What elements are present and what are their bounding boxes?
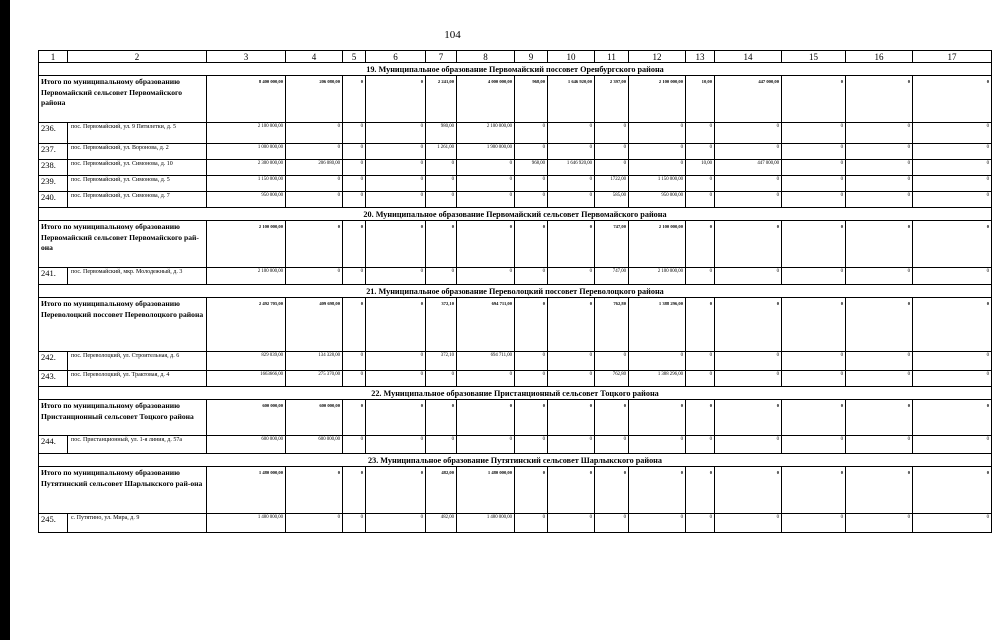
row-value: 0 [457, 192, 515, 208]
page-number: 104 [444, 29, 461, 41]
row-number: 244. [39, 436, 68, 454]
table-row [39, 123, 992, 144]
row-value: 0 [913, 268, 992, 285]
total-value: 0 [286, 467, 343, 514]
total-value: 0 [846, 400, 913, 436]
total-value: 1 388 296,00 [629, 298, 686, 352]
row-value: 0 [457, 268, 515, 285]
row-number: 242. [39, 352, 68, 371]
row-value: 1 646 920,00 [548, 160, 595, 176]
row-value: 0 [686, 268, 715, 285]
row-value: 0 [782, 371, 846, 387]
total-value: 600 000,00 [286, 400, 343, 436]
header-row [39, 51, 992, 63]
row-number: 240. [39, 192, 68, 208]
row-value: 447 000,00 [715, 160, 782, 176]
row-value: 0 [426, 436, 457, 454]
row-value: 0 [913, 352, 992, 371]
total-value: 0 [715, 400, 782, 436]
row-value: 0 [715, 176, 782, 192]
total-value: 0 [913, 400, 992, 436]
row-value: 694 711,00 [457, 352, 515, 371]
row-value: 0 [782, 514, 846, 533]
row-address: пос. Переволоцкий, ул. Трактовая, д. 4 [68, 371, 207, 387]
column-header: 3 [207, 51, 286, 63]
row-address: пос. Первомайский, ул. Воронова, д. 2 [68, 144, 207, 160]
total-value: 0 [782, 467, 846, 514]
row-value: 0 [343, 268, 366, 285]
column-header: 10 [548, 51, 595, 63]
row-number: 238. [39, 160, 68, 176]
row-value: 585,00 [595, 192, 629, 208]
row-value: 0 [913, 123, 992, 144]
row-value: 950 000,00 [207, 192, 286, 208]
row-value: 0 [515, 268, 548, 285]
total-value: 372,10 [426, 298, 457, 352]
row-value: 10,00 [686, 160, 715, 176]
row-value: 0 [846, 192, 913, 208]
row-value: 0 [686, 371, 715, 387]
row-number: 243. [39, 371, 68, 387]
row-value: 0 [846, 352, 913, 371]
total-label: Итого по муниципальному образованию Путятинский сельсовет Шарлыкского рай-она [39, 467, 207, 514]
row-value: 0 [629, 352, 686, 371]
total-value: 600 000,00 [207, 400, 286, 436]
row-address: пос. Пристанционный, ул. 1-я линия, д. 57а [68, 436, 207, 454]
total-value: 0 [515, 467, 548, 514]
total-value: 0 [782, 298, 846, 352]
row-value: 0 [457, 371, 515, 387]
section-title: 21. Муниципальное образование Переволоцкий поссовет Переволоцкого района [39, 285, 992, 298]
column-header: 1 [39, 51, 68, 63]
row-value: 0 [343, 160, 366, 176]
row-value: 0 [782, 160, 846, 176]
row-value: 0 [515, 192, 548, 208]
row-value: 0 [846, 436, 913, 454]
total-value: 0 [366, 76, 426, 123]
total-value: 0 [686, 467, 715, 514]
total-row [39, 467, 992, 514]
row-value: 0 [715, 268, 782, 285]
row-value: 950 000,00 [629, 192, 686, 208]
total-label: Итого по муниципальному образованию Переволоцкий поссовет Переволоцкого района [39, 298, 207, 352]
row-value: 2 100 000,00 [207, 268, 286, 285]
total-value: 0 [343, 298, 366, 352]
row-value: 0 [595, 352, 629, 371]
total-value: 0 [782, 221, 846, 268]
row-value: 1 480 000,00 [457, 514, 515, 533]
column-header: 15 [782, 51, 846, 63]
total-value: 206 080,00 [286, 76, 343, 123]
total-value: 0 [913, 221, 992, 268]
row-value: 0 [715, 123, 782, 144]
row-address: пос. Первомайский, ул. Симонова, д. 10 [68, 160, 207, 176]
total-value: 0 [515, 221, 548, 268]
row-value: 206 080,00 [286, 160, 343, 176]
table-row [39, 144, 992, 160]
row-value: 0 [286, 268, 343, 285]
section-title: 19. Муниципальное образование Первомайский поссовет Оренбургского района [39, 63, 992, 76]
row-value: 0 [715, 144, 782, 160]
row-value: 1663666,00 [207, 371, 286, 387]
total-value: 0 [515, 298, 548, 352]
row-value: 0 [343, 436, 366, 454]
total-value: 0 [457, 400, 515, 436]
row-value: 0 [366, 176, 426, 192]
row-value: 0 [548, 268, 595, 285]
row-value: 0 [629, 144, 686, 160]
row-value: 0 [686, 192, 715, 208]
section-title-row [39, 208, 992, 221]
total-value: 0 [913, 298, 992, 352]
row-value: 0 [913, 144, 992, 160]
section-title-row [39, 63, 992, 76]
row-value: 0 [515, 352, 548, 371]
column-header: 14 [715, 51, 782, 63]
row-value: 0 [343, 176, 366, 192]
row-value: 0 [426, 176, 457, 192]
total-value: 0 [366, 400, 426, 436]
row-value: 0 [913, 436, 992, 454]
section-title-row [39, 454, 992, 467]
section-title-row [39, 285, 992, 298]
total-value: 0 [715, 221, 782, 268]
total-value: 0 [366, 298, 426, 352]
row-value: 0 [426, 160, 457, 176]
row-value: 0 [366, 144, 426, 160]
row-value: 968,00 [515, 160, 548, 176]
row-value: 0 [366, 514, 426, 533]
row-value: 0 [426, 371, 457, 387]
total-value: 0 [366, 221, 426, 268]
total-row [39, 400, 992, 436]
total-value: 0 [548, 467, 595, 514]
row-value: 1 150 000,00 [207, 176, 286, 192]
row-value: 0 [846, 268, 913, 285]
total-value: 2 492 705,00 [207, 298, 286, 352]
column-header: 11 [595, 51, 629, 63]
row-address: пос. Первомайский, ул. 9 Пятилетки, д. 5 [68, 123, 207, 144]
row-value: 0 [686, 436, 715, 454]
total-value: 0 [846, 221, 913, 268]
column-header: 4 [286, 51, 343, 63]
row-value: 275 370,00 [286, 371, 343, 387]
row-value: 0 [515, 144, 548, 160]
row-value: 0 [782, 123, 846, 144]
row-value: 0 [343, 192, 366, 208]
total-value: 0 [548, 400, 595, 436]
row-value: 0 [629, 514, 686, 533]
total-value: 0 [548, 298, 595, 352]
total-value: 0 [595, 400, 629, 436]
total-value: 0 [343, 400, 366, 436]
total-value: 762,80 [595, 298, 629, 352]
table-row [39, 514, 992, 533]
row-value: 0 [629, 160, 686, 176]
total-value: 447 000,00 [715, 76, 782, 123]
total-value: 0 [366, 467, 426, 514]
column-header: 6 [366, 51, 426, 63]
total-value: 0 [913, 76, 992, 123]
row-value: 0 [595, 436, 629, 454]
row-value: 0 [366, 352, 426, 371]
row-value: 980,00 [426, 123, 457, 144]
row-value: 2 100 000,00 [207, 123, 286, 144]
row-address: пос. Первомайский, мкр. Молодежный, д. 3 [68, 268, 207, 285]
row-value: 747,00 [595, 268, 629, 285]
row-number: 241. [39, 268, 68, 285]
row-value: 0 [343, 352, 366, 371]
table-row [39, 352, 992, 371]
row-value: 0 [366, 192, 426, 208]
scan-edge-bar [0, 0, 10, 640]
total-value: 694 711,00 [457, 298, 515, 352]
row-value: 0 [366, 436, 426, 454]
row-value: 0 [913, 176, 992, 192]
row-number: 236. [39, 123, 68, 144]
total-row [39, 298, 992, 352]
column-header: 5 [343, 51, 366, 63]
total-value: 0 [548, 221, 595, 268]
row-value: 2 100 000,00 [629, 268, 686, 285]
total-label: Итого по муниципальному образованию Первомайский сельсовет Первомайского рай-она [39, 221, 207, 268]
row-value: 0 [343, 371, 366, 387]
total-value: 10,00 [686, 76, 715, 123]
total-value: 0 [595, 467, 629, 514]
row-value: 1 388 296,00 [629, 371, 686, 387]
row-value: 0 [286, 514, 343, 533]
section-title: 22. Муниципальное образование Пристанционный сельсовет Тоцкого района [39, 387, 992, 400]
data-table [38, 50, 992, 533]
row-value: 0 [548, 514, 595, 533]
row-value: 0 [515, 371, 548, 387]
row-value: 0 [343, 144, 366, 160]
row-value: 0 [715, 514, 782, 533]
row-value: 0 [715, 371, 782, 387]
row-value: 0 [515, 176, 548, 192]
total-value: 0 [782, 76, 846, 123]
total-value: 0 [846, 298, 913, 352]
row-value: 0 [686, 514, 715, 533]
column-header: 17 [913, 51, 992, 63]
row-value: 0 [286, 176, 343, 192]
row-number: 239. [39, 176, 68, 192]
row-value: 829 039,00 [207, 352, 286, 371]
row-value: 0 [595, 144, 629, 160]
row-value: 0 [686, 352, 715, 371]
row-value: 2 100 000,00 [457, 123, 515, 144]
column-header: 12 [629, 51, 686, 63]
row-value: 1 000 000,00 [207, 144, 286, 160]
total-value: 0 [426, 400, 457, 436]
total-value: 0 [286, 221, 343, 268]
row-value: 0 [686, 176, 715, 192]
row-value: 0 [846, 371, 913, 387]
row-value: 0 [286, 144, 343, 160]
total-value: 2 397,00 [595, 76, 629, 123]
total-value: 747,00 [595, 221, 629, 268]
total-value: 0 [913, 467, 992, 514]
row-address: с. Путятино, ул. Мира, д. 9 [68, 514, 207, 533]
row-address: пос. Первомайский, ул. Симонова, д. 7 [68, 192, 207, 208]
total-value: 8 400 000,00 [207, 76, 286, 123]
row-value: 0 [366, 268, 426, 285]
total-value: 0 [846, 76, 913, 123]
table-row [39, 176, 992, 192]
row-value: 0 [548, 144, 595, 160]
total-value: 482,00 [426, 467, 457, 514]
total-value: 0 [343, 467, 366, 514]
total-value: 2 241,00 [426, 76, 457, 123]
row-value: 0 [595, 160, 629, 176]
row-value: 0 [629, 436, 686, 454]
total-label: Итого по муниципальному образованию Первомайский сельсовет Первомайского района [39, 76, 207, 123]
row-value: 1 480 000,00 [207, 514, 286, 533]
total-value: 0 [686, 221, 715, 268]
column-header: 9 [515, 51, 548, 63]
row-value: 0 [782, 144, 846, 160]
row-value: 0 [548, 123, 595, 144]
row-value: 0 [457, 160, 515, 176]
total-value: 0 [846, 467, 913, 514]
total-value: 0 [629, 467, 686, 514]
row-value: 0 [343, 514, 366, 533]
row-value: 1 261,00 [426, 144, 457, 160]
table-row [39, 160, 992, 176]
row-value: 0 [548, 192, 595, 208]
total-value: 0 [715, 298, 782, 352]
total-label: Итого по муниципальному образованию Пристанционный сельсовет Тоцкого района [39, 400, 207, 436]
row-value: 762,80 [595, 371, 629, 387]
total-value: 0 [686, 298, 715, 352]
total-value: 0 [686, 400, 715, 436]
total-value: 968,00 [515, 76, 548, 123]
row-value: 1722,00 [595, 176, 629, 192]
total-value: 2 100 000,00 [629, 221, 686, 268]
row-value: 0 [715, 192, 782, 208]
table-row [39, 268, 992, 285]
row-value: 0 [426, 268, 457, 285]
row-value: 0 [782, 192, 846, 208]
row-address: пос. Первомайский, ул. Симонова, д. 5 [68, 176, 207, 192]
row-value: 0 [782, 436, 846, 454]
row-value: 1 900 000,00 [457, 144, 515, 160]
row-value: 0 [515, 514, 548, 533]
row-value: 0 [913, 514, 992, 533]
row-value: 372,10 [426, 352, 457, 371]
row-value: 0 [846, 144, 913, 160]
row-value: 0 [457, 176, 515, 192]
row-value: 0 [515, 436, 548, 454]
row-value: 0 [782, 352, 846, 371]
row-value: 600 000,00 [207, 436, 286, 454]
total-value: 0 [343, 76, 366, 123]
row-number: 245. [39, 514, 68, 533]
row-address: пос. Переволоцкий, ул. Строительная, д. 6 [68, 352, 207, 371]
row-value: 0 [913, 192, 992, 208]
row-value: 0 [286, 123, 343, 144]
row-value: 1 150 000,00 [629, 176, 686, 192]
row-value: 0 [548, 371, 595, 387]
column-header: 8 [457, 51, 515, 63]
row-value: 0 [846, 514, 913, 533]
total-value: 4 000 000,00 [457, 76, 515, 123]
row-value: 0 [846, 160, 913, 176]
total-value: 0 [515, 400, 548, 436]
total-value: 1 480 000,00 [207, 467, 286, 514]
total-value: 2 100 000,00 [207, 221, 286, 268]
column-header: 2 [68, 51, 207, 63]
total-value: 0 [457, 221, 515, 268]
total-value: 1 480 000,00 [457, 467, 515, 514]
table-row [39, 371, 992, 387]
row-value: 600 000,00 [286, 436, 343, 454]
table-row [39, 436, 992, 454]
row-value: 0 [366, 123, 426, 144]
row-value: 0 [629, 123, 686, 144]
column-header: 7 [426, 51, 457, 63]
row-value: 0 [715, 352, 782, 371]
total-row [39, 221, 992, 268]
row-value: 0 [366, 371, 426, 387]
row-value: 0 [426, 192, 457, 208]
total-value: 0 [715, 467, 782, 514]
table-row [39, 192, 992, 208]
total-value: 0 [782, 400, 846, 436]
row-value: 0 [548, 352, 595, 371]
row-value: 0 [846, 176, 913, 192]
total-value: 1 646 920,00 [548, 76, 595, 123]
row-value: 2 300 000,00 [207, 160, 286, 176]
row-value: 482,00 [426, 514, 457, 533]
section-title: 23. Муниципальное образование Путятинский сельсовет Шарлыкского района [39, 454, 992, 467]
column-header: 16 [846, 51, 913, 63]
row-value: 0 [715, 436, 782, 454]
column-header: 13 [686, 51, 715, 63]
row-value: 0 [595, 123, 629, 144]
section-title-row [39, 387, 992, 400]
table-body [39, 51, 992, 533]
row-value: 0 [782, 268, 846, 285]
total-value: 0 [629, 400, 686, 436]
row-number: 237. [39, 144, 68, 160]
row-value: 0 [366, 160, 426, 176]
row-value: 0 [515, 123, 548, 144]
total-value: 0 [426, 221, 457, 268]
row-value: 0 [457, 436, 515, 454]
section-title: 20. Муниципальное образование Первомайский сельсовет Первомайского района [39, 208, 992, 221]
row-value: 0 [686, 144, 715, 160]
total-row [39, 76, 992, 123]
row-value: 0 [846, 123, 913, 144]
row-value: 0 [595, 514, 629, 533]
row-value: 0 [686, 123, 715, 144]
row-value: 0 [913, 371, 992, 387]
row-value: 134 328,00 [286, 352, 343, 371]
row-value: 0 [548, 436, 595, 454]
total-value: 2 100 000,00 [629, 76, 686, 123]
row-value: 0 [548, 176, 595, 192]
row-value: 0 [286, 192, 343, 208]
row-value: 0 [913, 160, 992, 176]
total-value: 0 [343, 221, 366, 268]
row-value: 0 [343, 123, 366, 144]
total-value: 409 698,00 [286, 298, 343, 352]
row-value: 0 [782, 176, 846, 192]
